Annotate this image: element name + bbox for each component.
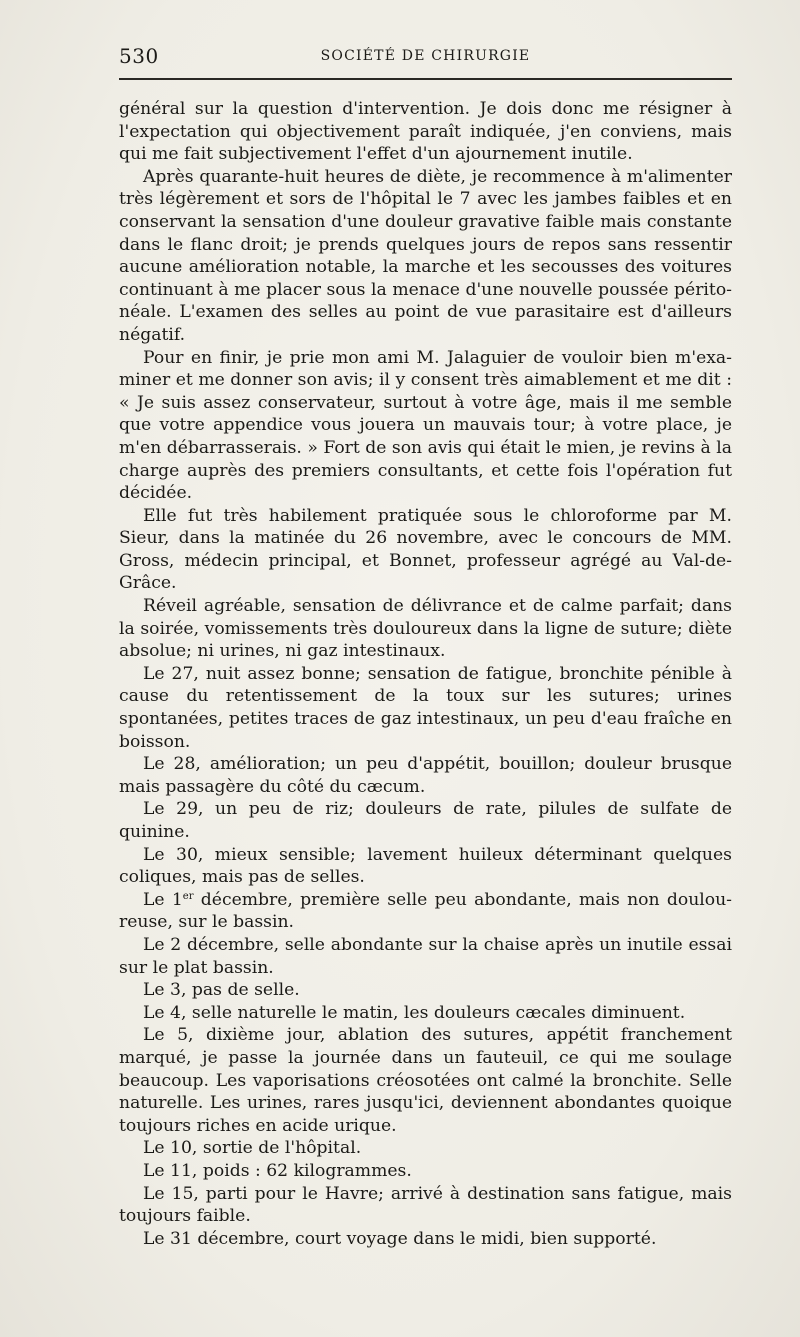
paragraph: Le 11, poids : 62 kilogrammes. bbox=[143, 1160, 412, 1181]
paragraph: Le 5, dixième jour, ablation des sutures, appétit franchement marqué, je passe la journée dans un fauteuil, ce qui me soulage beaucoup. Les vaporisations créosotées ont calmé la bronchite. Selle naturelle. Les urines, rares jusqu'ici, deviennent abondantes quoique toujours riches en acide urique. bbox=[119, 1025, 732, 1136]
page-number: 530 bbox=[119, 44, 159, 68]
running-title: SOCIÉTÉ DE CHIRURGIE bbox=[320, 48, 531, 64]
paragraph: Réveil agréable, sensation de délivrance et de calme parfait; dans la soirée, vomissements très douloureux dans la ligne de suture; diète absolue; ni urines, ni gaz intestinaux. bbox=[119, 596, 732, 662]
body-text bbox=[119, 98, 732, 1250]
paragraph: Le 15, parti pour le Havre; arrivé à destination sans fatigue, mais toujours faible. bbox=[119, 1183, 732, 1227]
paragraph: Le 28, amélioration; un peu d'appétit, bouillon; douleur brusque mais passagère du côté du cæcum. bbox=[119, 754, 732, 797]
paragraph-dec-1 bbox=[119, 889, 732, 934]
dec1-prefix: Le 1 bbox=[143, 889, 183, 910]
paragraph: Pour en finir, je prie mon ami M. Jalaguier de vouloir bien m'exa-miner et me donner son avis; il y consent très aimablement et me dit : « Je suis assez conservateur, surtout à votre âge, mais il me semble que votre appendice vous jouera un mauvais tour; à votre place, je m'en débarrasserais. » Fort de son avis qui était le mien, je revins à la charge auprès des premiers consultants, et cette fois l'opération fut décidée. bbox=[119, 347, 733, 504]
paragraph: Le 27, nuit assez bonne; sensation de fatigue, bronchite pénible à cause du retentissement de la toux sur les sutures; urines spontanées, petites traces de gaz intestinaux, un peu d'eau fraîche en boisson. bbox=[119, 663, 732, 752]
paragraph: Après quarante-huit heures de diète, je recommence à m'alimenter très légèrement et sors de l'hôpital le 7 avec les jambes faibles et en conservant la sensation d'une douleur gravative faible mais constante dans le flanc droit; je prends quelques jours de repos sans ressentir aucune amélioration notable, la marche et les secousses des voitures continuant à me placer sous la menace d'une nouvelle poussée périto-néale. L'examen des selles au point de vue parasitaire est d'ailleurs négatif. bbox=[119, 166, 732, 345]
paragraph: Le 31 décembre, court voyage dans le midi, bien supporté. bbox=[143, 1228, 657, 1249]
paragraph: Le 30, mieux sensible; lavement huileux déterminant quelques coliques, mais pas de selles. bbox=[119, 844, 732, 888]
paragraph: Le 4, selle naturelle le matin, les douleurs cæcales diminuent. bbox=[143, 1002, 686, 1023]
page-header bbox=[119, 42, 732, 72]
dec1-ordinal: er bbox=[182, 890, 194, 902]
dec1-rest: décembre, première selle peu abondante, mais non doulou-reuse, sur le bassin. bbox=[119, 889, 732, 933]
paragraph: Le 2 décembre, selle abondante sur la chaise après un inutile essai sur le plat bassin. bbox=[119, 934, 732, 978]
paragraph: Le 29, un peu de riz; douleurs de rate, pilules de sulfate de quinine. bbox=[119, 799, 732, 842]
paragraph: Le 3, pas de selle. bbox=[143, 980, 300, 1001]
paragraph: Elle fut très habilement pratiquée sous le chloroforme par M. Sieur, dans la matinée du 26 novembre, avec le concours de MM. Gross, médecin principal, et Bonnet, professeur agrégé au Val-de-Grâce. bbox=[119, 505, 732, 594]
paragraph: Le 10, sortie de l'hôpital. bbox=[143, 1138, 362, 1159]
header-rule bbox=[119, 78, 732, 80]
paragraph: général sur la question d'intervention. Je dois donc me résigner à l'expectation qui objectivement paraît indiquée, j'en conviens, mais qui me fait subjectivement l'effet d'un ajournement inutile. bbox=[119, 99, 732, 165]
